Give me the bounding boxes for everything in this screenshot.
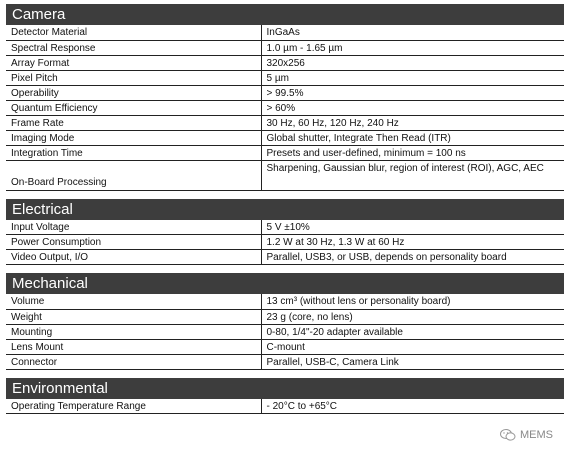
electrical-table xyxy=(6,220,564,266)
row-value: Sharpening, Gaussian blur, region of interest (ROI), AGC, AEC xyxy=(261,160,564,190)
table-row xyxy=(6,399,564,414)
watermark-text: MEMS xyxy=(520,429,553,441)
row-value: 320x256 xyxy=(261,55,564,70)
row-value: > 99.5% xyxy=(261,85,564,100)
row-value: 13 cm³ (without lens or personality board) xyxy=(261,294,564,309)
row-label: Quantum Efficiency xyxy=(6,100,261,115)
table-row xyxy=(6,294,564,309)
row-label: Array Format xyxy=(6,55,261,70)
row-value: 1.0 µm - 1.65 µm xyxy=(261,40,564,55)
row-value: 0-80, 1/4"-20 adapter available xyxy=(261,324,564,339)
table-row xyxy=(6,250,564,265)
table-row xyxy=(6,55,564,70)
row-value: C-mount xyxy=(261,339,564,354)
table-row xyxy=(6,130,564,145)
section-header-mechanical: Mechanical xyxy=(6,273,564,294)
row-label: Detector Material xyxy=(6,25,261,40)
row-label: Volume xyxy=(6,294,261,309)
row-value: Parallel, USB3, or USB, depends on personality board xyxy=(261,250,564,265)
row-label: Connector xyxy=(6,354,261,369)
table-row xyxy=(6,324,564,339)
row-value: Global shutter, Integrate Then Read (ITR) xyxy=(261,130,564,145)
section-header-electrical: Electrical xyxy=(6,199,564,220)
row-label: Spectral Response xyxy=(6,40,261,55)
table-row xyxy=(6,160,564,190)
section-header-camera: Camera xyxy=(6,4,564,25)
row-label: Lens Mount xyxy=(6,339,261,354)
row-label: On-Board Processing xyxy=(6,160,261,190)
row-value: - 20°C to +65°C xyxy=(261,399,564,414)
row-label: Frame Rate xyxy=(6,115,261,130)
row-value: Parallel, USB-C, Camera Link xyxy=(261,354,564,369)
row-label: Integration Time xyxy=(6,145,261,160)
spec-sheet xyxy=(6,4,564,414)
row-label: Input Voltage xyxy=(6,220,261,235)
row-value: 5 V ±10% xyxy=(261,220,564,235)
table-row xyxy=(6,100,564,115)
row-label: Imaging Mode xyxy=(6,130,261,145)
environmental-table xyxy=(6,399,564,415)
row-label: Video Output, I/O xyxy=(6,250,261,265)
table-row xyxy=(6,40,564,55)
row-label: Pixel Pitch xyxy=(6,70,261,85)
table-row xyxy=(6,70,564,85)
row-label: Operability xyxy=(6,85,261,100)
row-label: Operating Temperature Range xyxy=(6,399,261,414)
table-row xyxy=(6,85,564,100)
watermark xyxy=(500,429,553,441)
row-value: Presets and user-defined, minimum = 100 ns xyxy=(261,145,564,160)
row-value: > 60% xyxy=(261,100,564,115)
table-row xyxy=(6,354,564,369)
section-header-environmental: Environmental xyxy=(6,378,564,399)
table-row xyxy=(6,339,564,354)
row-value: 1.2 W at 30 Hz, 1.3 W at 60 Hz xyxy=(261,235,564,250)
table-row xyxy=(6,220,564,235)
row-label: Mounting xyxy=(6,324,261,339)
table-row xyxy=(6,145,564,160)
table-row xyxy=(6,309,564,324)
row-label: Power Consumption xyxy=(6,235,261,250)
row-value: InGaAs xyxy=(261,25,564,40)
row-label: Weight xyxy=(6,309,261,324)
wechat-icon xyxy=(500,429,516,441)
table-row xyxy=(6,235,564,250)
mechanical-table xyxy=(6,294,564,370)
table-row xyxy=(6,25,564,40)
row-value: 23 g (core, no lens) xyxy=(261,309,564,324)
table-row xyxy=(6,115,564,130)
row-value: 5 µm xyxy=(261,70,564,85)
camera-table xyxy=(6,25,564,191)
row-value: 30 Hz, 60 Hz, 120 Hz, 240 Hz xyxy=(261,115,564,130)
